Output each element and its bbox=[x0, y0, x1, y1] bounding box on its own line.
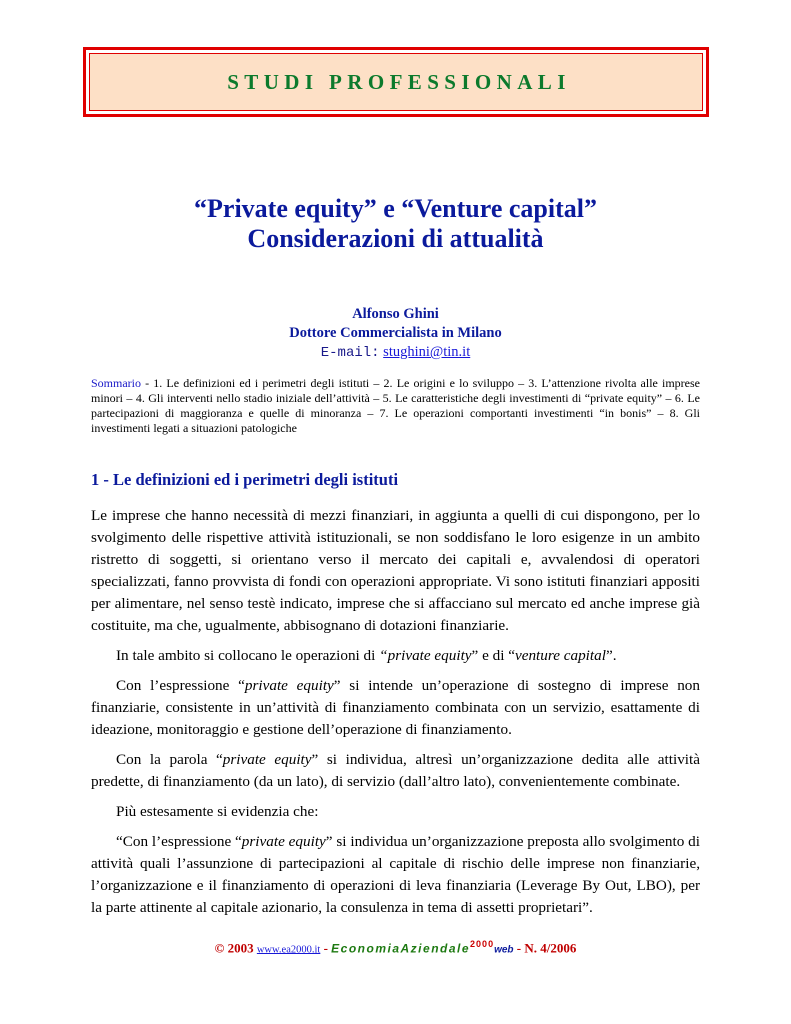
banner-inner bbox=[89, 53, 703, 111]
summary-label: Sommario bbox=[91, 376, 141, 390]
summary bbox=[91, 376, 700, 436]
paragraph-6: “Con l’espressione “private equity” si individua un’organizzazione preposta allo svolgimento di attività quali l’assunzione di partecipazioni al capitale di rischio delle imprese non finanziarie, l’organizzazione e il finanziamento di operazioni di leva finanziaria (Leverage By Out, LBO), per la parte attinente al capitale azionario, la consulenza in tema di assetti proprietari”. bbox=[91, 833, 700, 916]
title-line-2: Considerazioni di attualità bbox=[247, 224, 544, 253]
footer-copyright: © 2003 bbox=[214, 940, 254, 956]
author-block bbox=[0, 305, 791, 363]
banner-box bbox=[83, 47, 709, 117]
journal-logo-web: web bbox=[494, 944, 514, 956]
summary-text: - 1. Le definizioni ed i perimetri degli istituti – 2. Le origini e lo sviluppo – 3. L’attenzione rivolta alle imprese minori – 4. Gli interventi nello stadio iniziale dell’attività – 5. Le caratteristiche degli investimenti di “private equity” – 6. Le partecipazioni di maggioranza e quelle di minoranza – 7. Le operazioni comportanti investimenti “in bonis” – 8. Gli investimenti legati a situazioni patologiche bbox=[91, 376, 700, 435]
body-text bbox=[91, 505, 700, 927]
section-heading: 1 - Le definizioni ed i perimetri degli istituti bbox=[91, 470, 399, 489]
journal-logo-year: 2000 bbox=[470, 939, 495, 949]
footer-issue: - N. 4/2006 bbox=[513, 940, 577, 956]
paragraph-1: Le imprese che hanno necessità di mezzi finanziari, in aggiunta a quelli di cui dispongono, per lo svolgimento delle rispettive attività istituzionali, se non soddisfano le loro esigenze in un ambito ristretto di soggetti, si orientano verso il mercato dei capitali e, avvalendosi di operatori specializzati, fanno provvista di fondi con operazioni appropriate. Vi sono istituti finanziari appositi per alimentare, nel senso testè indicato, imprese che si affacciano sul mercato ed anche imprese già costituite, ma che, ugualmente, abbisognano di dotazioni finanziarie. bbox=[91, 507, 700, 634]
document-title bbox=[0, 194, 791, 254]
email-link[interactable]: stughini@tin.it bbox=[383, 344, 471, 360]
footer-url-link[interactable]: www.ea2000.it bbox=[256, 944, 321, 956]
paragraph-4: Con la parola “private equity” si individua, altresì un’organizzazione dedita alle attività predette, di finanziamento (da un lato), di servizio (dall’altro lato), convenientemente combinate. bbox=[91, 751, 700, 790]
paragraph-3: Con l’espressione “private equity” si intende un’operazione di sostegno di imprese non finanziarie, consistente in un’attività di finanziamento combinata con un servizio, esattamente di ideazione, monitoraggio e gestione dell’operazione di finanziamento. bbox=[91, 677, 700, 738]
journal-logo-text: EconomiaAziendale bbox=[331, 941, 471, 956]
author-role: Dottore Commercialista in Milano bbox=[289, 325, 502, 341]
email-label: E-mail: bbox=[320, 345, 380, 361]
page-footer: © 2003 www.ea2000.it - EconomiaAziendale$^{2000}$web - N. 4/2006 bbox=[214, 939, 577, 956]
title-line-1: “Private equity” e “Venture capital” bbox=[194, 194, 597, 223]
paragraph-2: In tale ambito si collocano le operazioni di “private equity” e di “venture capital”. bbox=[116, 647, 617, 664]
email-line bbox=[0, 343, 791, 363]
banner-title: STUDI PROFESSIONALI bbox=[227, 69, 571, 94]
author-name: Alfonso Ghini bbox=[352, 306, 439, 322]
paragraph-5: Più estesamente si evidenzia che: bbox=[116, 803, 319, 820]
